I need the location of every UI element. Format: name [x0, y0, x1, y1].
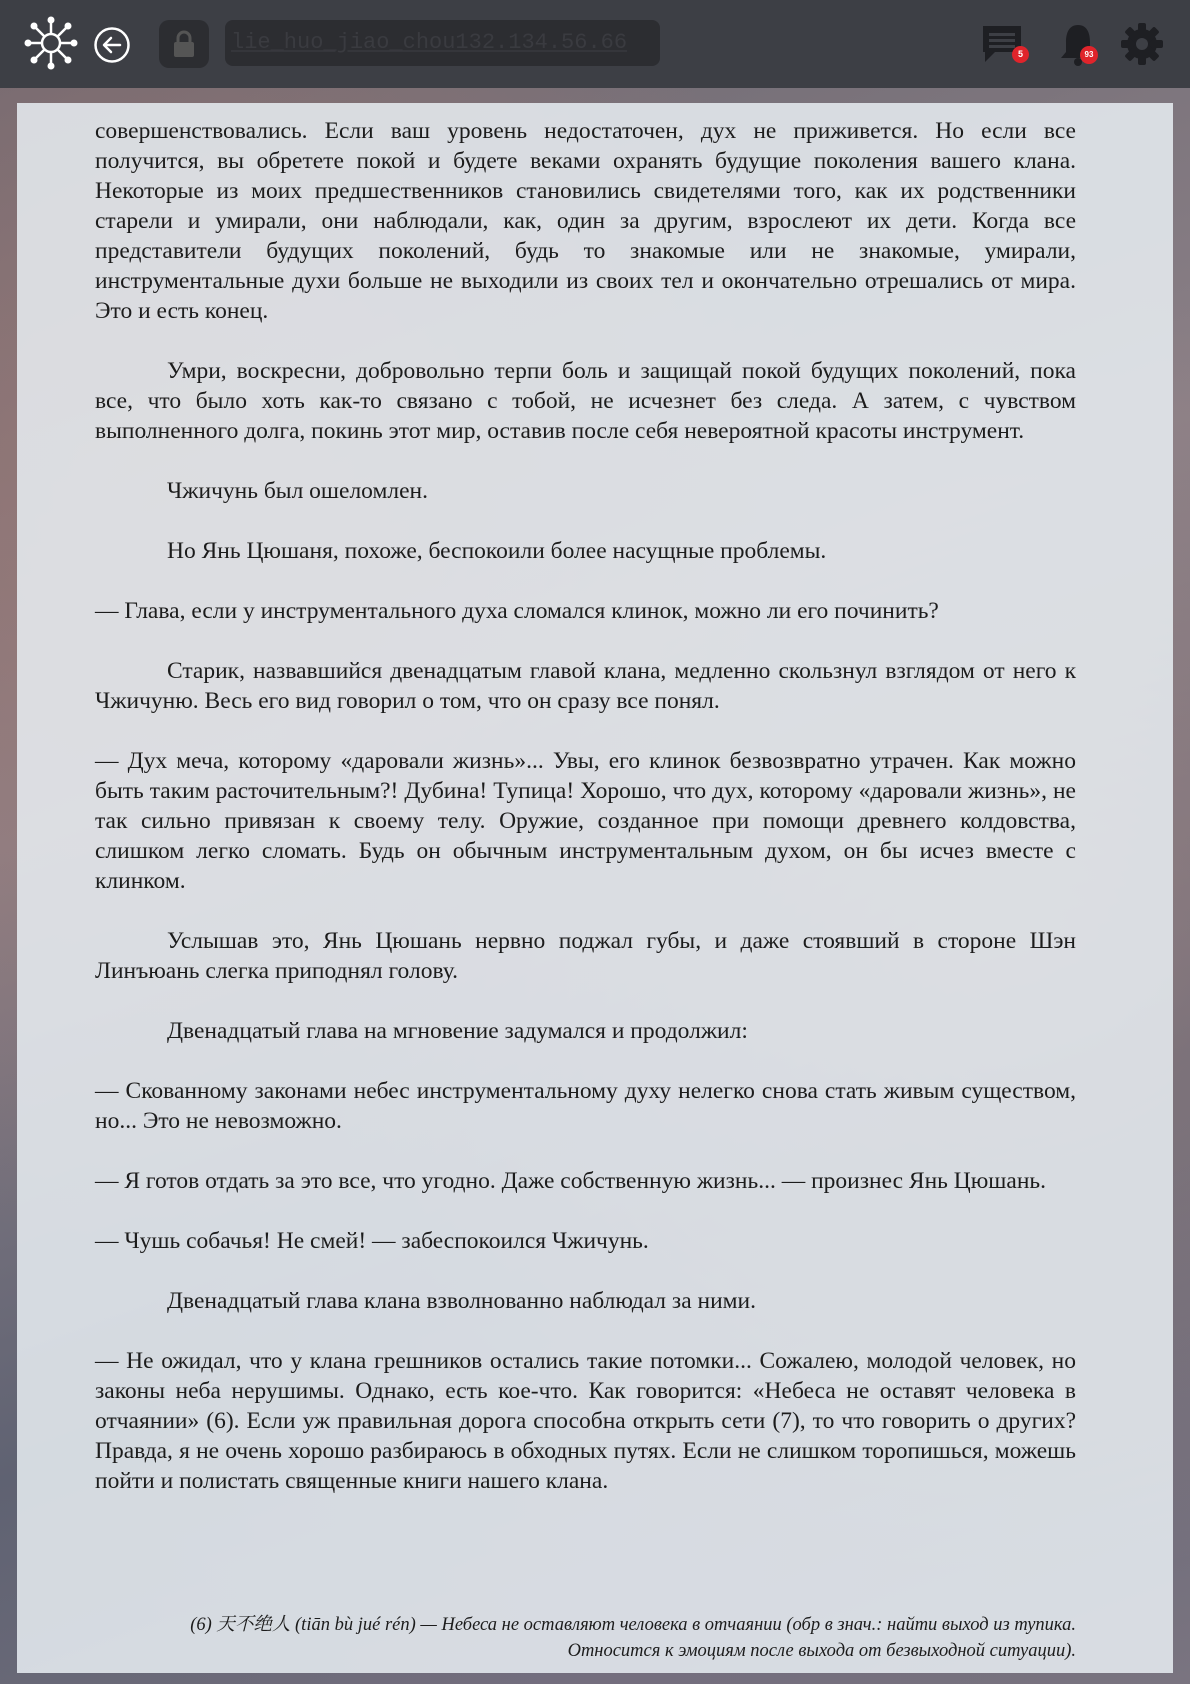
paragraph: — Глава, если у инструментального духа сломался клинок, можно ли его починить? — [95, 598, 939, 624]
paragraph: Услышав это, Янь Цюшань нервно поджал губы, и даже стоявший в стороне Шэн Линъюань слегка приподнял голову. — [95, 928, 1076, 984]
back-arrow-icon[interactable] — [93, 26, 131, 64]
notifications-count-badge: 93 — [1080, 46, 1098, 64]
paragraph: Чжичунь был ошеломлен. — [167, 478, 428, 504]
network-logo-icon[interactable] — [24, 16, 78, 70]
paragraph: Двенадцатый глава клана взволнованно наблюдал за ними. — [167, 1288, 756, 1314]
paragraph: — Я готов отдать за это все, что угодно. Даже собственную жизнь... — произнес Янь Цюшань. — [95, 1168, 1046, 1194]
messages-count-badge: 5 — [1012, 46, 1029, 63]
article-body — [95, 116, 1076, 1526]
paragraph: Старик, назвавшийся двенадцатым главой клана, медленно скользнул взглядом от него к Чжичуню. Весь его вид говорил о том, что он сразу все понял. — [95, 658, 1076, 714]
paragraph: — Чушь собачья! Не смей! — забеспокоился Чжичунь. — [95, 1228, 649, 1254]
paragraph: Двенадцатый глава на мгновение задумался и продолжил: — [167, 1018, 748, 1044]
top-toolbar — [0, 0, 1190, 88]
paragraph: — Дух меча, которому «даровали жизнь»... Увы, его клинок безвозвратно утрачен. Как можно быть таким расточительным?! Дубина! Тупица! Хорошо, что дух, которому «даровали жизнь», не так сильно привязан к своему телу. Оружие, созданное при помощи древнего колдовства, слишком легко сломать. Будь он обычным инструментальным духом, он бы исчез вместе с клинком. — [95, 748, 1076, 894]
lock-button[interactable] — [159, 20, 209, 68]
gear-icon[interactable] — [1120, 22, 1164, 66]
paragraph: Но Янь Цюшаня, похоже, беспокоили более насущные проблемы. — [167, 538, 827, 564]
footnote: (6) 天不绝人 (tiān bù jué rén) — Небеса не оставляют человека в отчаянии (обр в знач.: найти выход из тупика. Относится к эмоциям после выхода от безвыходной ситуации). — [190, 1615, 1076, 1661]
address-field[interactable]: lie_huo_jiao_chou132.134.56.66 — [225, 20, 660, 66]
paragraph: — Скованному законами небес инструментальному духу нелегко снова стать живым существом, но... Это не невозможно. — [95, 1078, 1076, 1134]
paragraph: Умри, воскресни, добровольно терпи боль и защищай покой будущих поколений, пока все, что было хоть как-то связано с тобой, не исчезнет без следа. А затем, с чувством выполненного долга, покинь этот мир, оставив после себя невероятной красоты инструмент. — [95, 358, 1076, 444]
lock-icon — [171, 30, 197, 58]
paragraph: — Не ожидал, что у клана грешников остались такие потомки... Сожалею, молодой человек, но законы неба нерушимы. Однако, есть кое-что. Как говорится: «Небеса не оставят человека в отчаянии» (6). Если уж правильная дорога способна открыть сети (7), то что говорить о других? Правда, я не очень хорошо разбираюсь в обходных путях. Если не слишком торопишься, можешь пойти и полистать священные книги нашего клана. — [95, 1348, 1076, 1494]
paragraph: совершенствовались. Если ваш уровень недостаточен, дух не приживется. Но если все получится, вы обретете покой и будете веками охранять будущие поколения вашего клана. Некоторые из моих предшественников становились свидетелями того, как их родственники старели и умирали, они наблюдали, как, один за другим, взрослеют их дети. Когда все представители будущих поколений, будь то знакомые или не знакомые, умирали, инструментальные духи больше не выходили из своих тел и окончательно отрешались от мира. Это и есть конец. — [95, 118, 1076, 324]
